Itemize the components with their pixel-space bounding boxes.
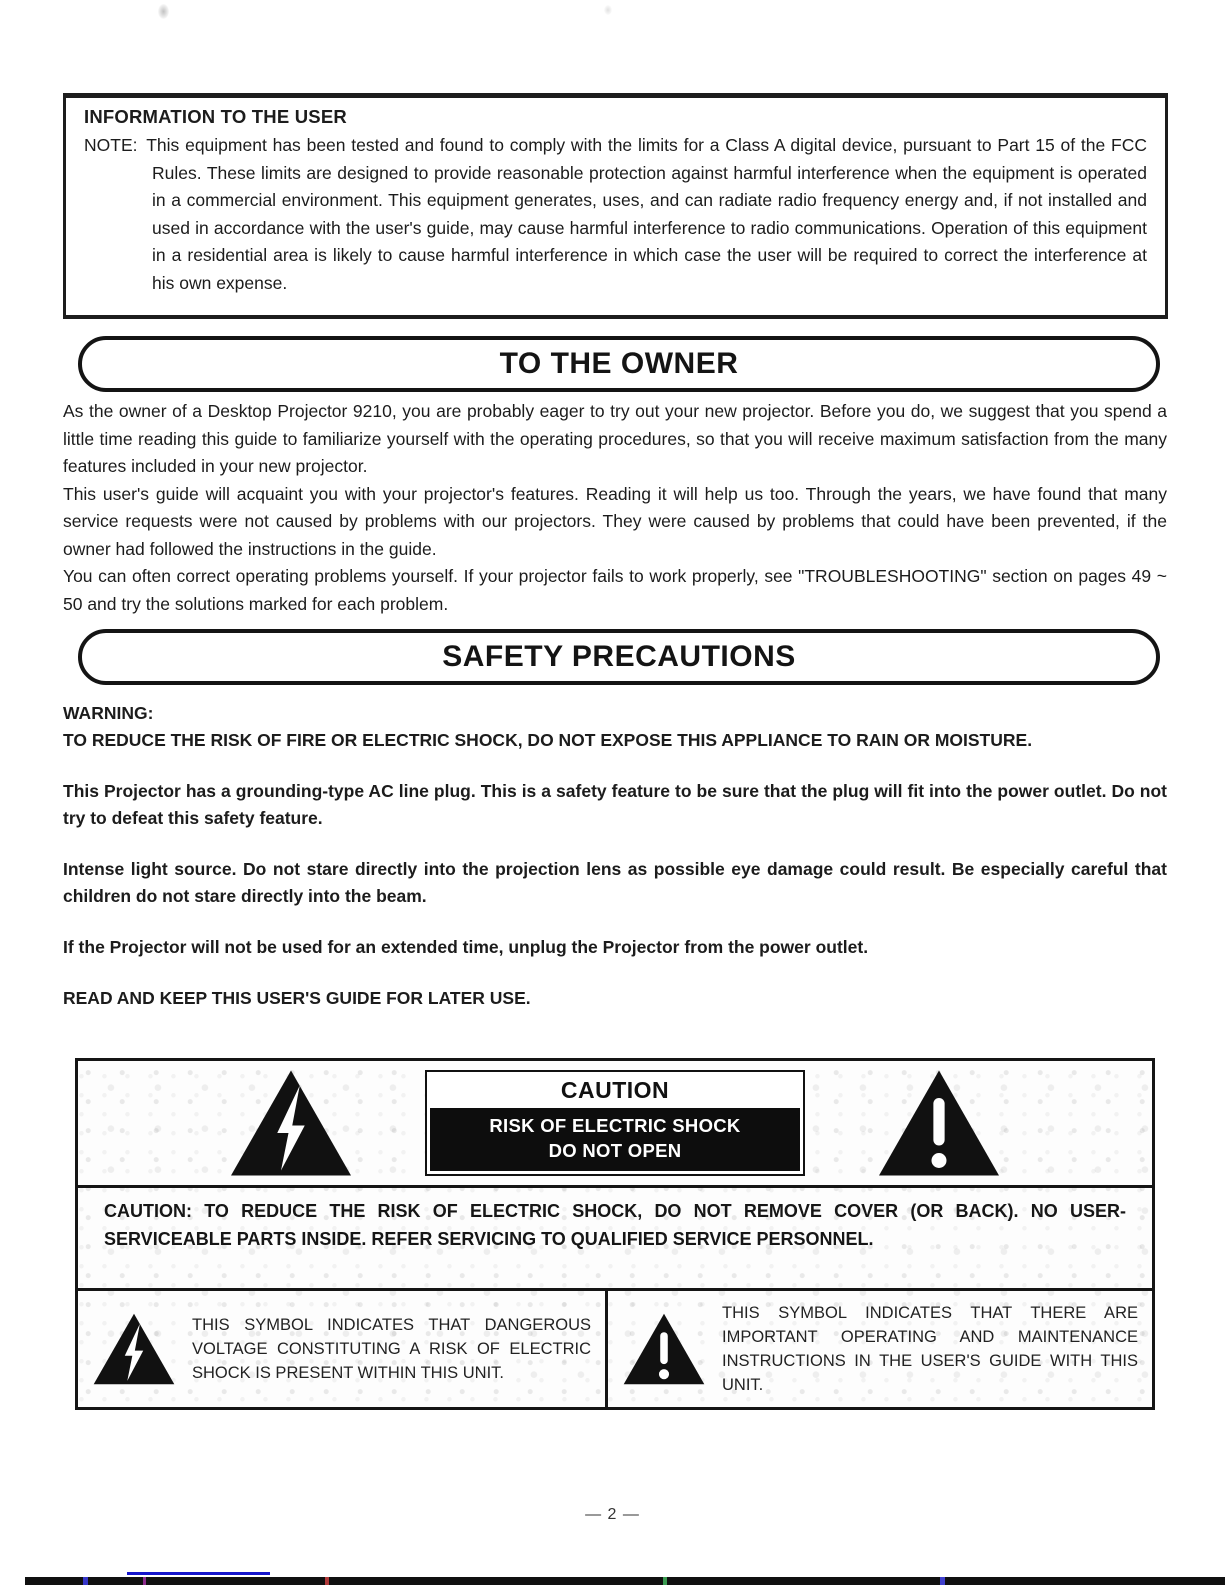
footer-blue-line-artifact (127, 1572, 270, 1575)
safety-paragraph: Intense light source. Do not stare directly into the projection lens as possible eye damage could result. Be especially careful that children do not stare directly into the beam. (63, 859, 1167, 906)
lightning-legend-cell (78, 1291, 608, 1407)
caution-label-box (425, 1070, 805, 1176)
scan-artifact (158, 4, 169, 19)
exclamation-legend-text: THIS SYMBOL INDICATES THAT THERE ARE IMPORTANT OPERATING AND MAINTENANCE INSTRUCTIONS IN THE USER'S GUIDE WITH THIS UNIT. (722, 1304, 1138, 1394)
risk-warning-block (430, 1108, 800, 1171)
safety-heading-banner (78, 629, 1160, 685)
footer-scan-edge-artifact (25, 1577, 1225, 1585)
owner-heading-banner (78, 336, 1160, 392)
safety-paragraph: This Projector has a grounding-type AC line plug. This is a safety feature to be sure that the plug will fit into the power outlet. Do not try to defeat this safety feature. (63, 781, 1167, 828)
page-number: — 2 — (585, 1506, 640, 1523)
symbol-legend-row (78, 1291, 1152, 1407)
note-label: NOTE: (84, 135, 138, 155)
fcc-notice-box (63, 93, 1168, 319)
read-keep-line: READ AND KEEP THIS USER'S GUIDE FOR LATER USE. (63, 988, 531, 1008)
caution-heading: CAUTION (560, 1077, 670, 1103)
exclamation-legend-cell (608, 1291, 1152, 1407)
safety-section-body (63, 700, 1167, 1036)
caution-symbol-row (78, 1061, 1152, 1188)
safety-paragraph: If the Projector will not be used for an extended time, unplug the Projector from the power outlet. (63, 937, 869, 957)
safety-heading: SAFETY PRECAUTIONS (442, 640, 796, 673)
risk-line-1: RISK OF ELECTRIC SHOCK (489, 1115, 741, 1136)
caution-panel (75, 1058, 1155, 1410)
warning-label: WARNING: (63, 703, 154, 723)
fcc-note-paragraph (84, 132, 1147, 297)
caution-instruction-row (78, 1188, 1152, 1291)
risk-line-2: DO NOT OPEN (548, 1140, 682, 1161)
owner-paragraph: This user's guide will acquaint you with your projector's features. Reading it will help us too. Through the years, we have found that many service requests were not caused by problems with our projectors. They were caused by problems that could have been prevented, if the owner had followed the instructions in the guide. (63, 483, 1167, 559)
scan-artifact (604, 5, 612, 15)
lightning-legend-text: THIS SYMBOL INDICATES THAT DANGEROUS VOLTAGE CONSTITUTING A RISK OF ELECTRIC SHOCK IS PRESENT WITHIN THIS UNIT. (192, 1316, 591, 1382)
lightning-bolt-triangle-icon (227, 1068, 355, 1178)
owner-paragraph: As the owner of a Desktop Projector 9210, you are probably eager to try out your new projector. Before you do, we suggest that you spend a little time reading this guide to familiarize yourself with the operating procedures, so that you will receive maximum satisfaction from the many features included in your new projector. (63, 401, 1167, 476)
warning-text: TO REDUCE THE RISK OF FIRE OR ELECTRIC SHOCK, DO NOT EXPOSE THIS APPLIANCE TO RAIN OR MOISTURE. (63, 730, 1033, 750)
exclamation-triangle-icon (622, 1312, 706, 1386)
caution-instruction-text: CAUTION: TO REDUCE THE RISK OF ELECTRIC SHOCK, DO NOT REMOVE COVER (OR BACK). NO USER-SERVICEABLE PARTS INSIDE. REFER SERVICING TO QUALIFIED SERVICE PERSONNEL. (104, 1201, 1126, 1249)
owner-paragraph: You can often correct operating problems yourself. If your projector fails to work properly, see "TROUBLESHOOTING" section on pages 49 ~ 50 and try the solutions marked for each problem. (63, 566, 1167, 614)
owner-heading: TO THE OWNER (499, 347, 739, 380)
exclamation-triangle-icon (875, 1068, 1003, 1178)
owner-section-body (63, 398, 1167, 618)
lightning-bolt-triangle-icon (92, 1312, 176, 1386)
note-text: This equipment has been tested and found to comply with the limits for a Class A digital device, pursuant to Part 15 of the FCC Rules. These limits are designed to provide reasonable protection against harmful interference when the equipment is operated in a commercial environment. This equipment generates, uses, and can radiate radio frequency energy and, if not installed and used in accordance with the user's guide, may cause harmful interference to radio communications. Operation of this equipment in a residential area is likely to cause harmful interference in which case the user will be required to correct the interference at his own expense. (146, 135, 1147, 293)
fcc-notice-title: INFORMATION TO THE USER (84, 106, 347, 127)
